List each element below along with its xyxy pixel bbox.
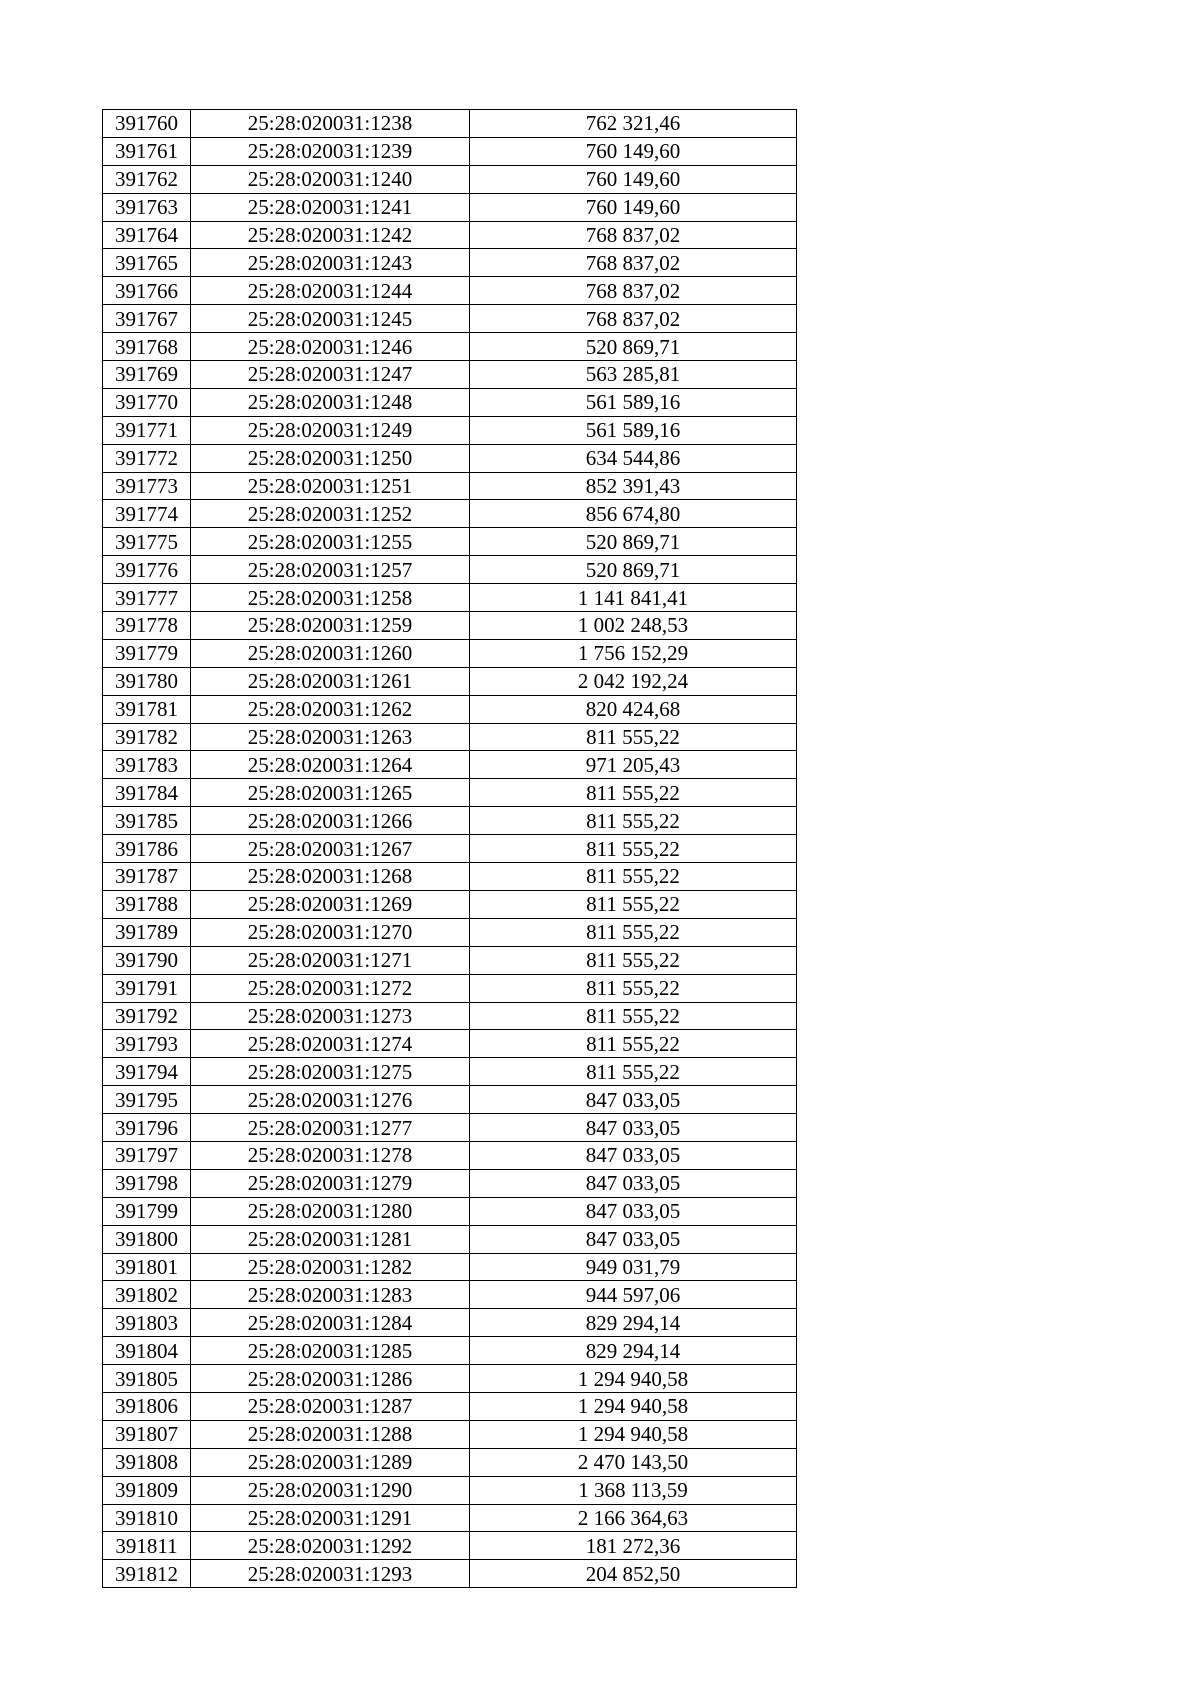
table-row xyxy=(103,863,797,891)
table-row xyxy=(103,416,797,444)
table-row xyxy=(103,835,797,863)
row-number-cell: 391783 xyxy=(103,751,191,779)
table-row xyxy=(103,1086,797,1114)
value-cell: 1 294 940,58 xyxy=(470,1365,797,1393)
table-row xyxy=(103,1448,797,1476)
value-cell: 204 852,50 xyxy=(470,1560,797,1588)
cadastral-number-cell: 25:28:020031:1257 xyxy=(191,556,470,584)
row-number-cell: 391805 xyxy=(103,1365,191,1393)
cadastral-number-cell: 25:28:020031:1241 xyxy=(191,193,470,221)
cadastral-number-cell: 25:28:020031:1262 xyxy=(191,695,470,723)
row-number-cell: 391807 xyxy=(103,1420,191,1448)
row-number-cell: 391799 xyxy=(103,1197,191,1225)
value-cell: 634 544,86 xyxy=(470,444,797,472)
row-number-cell: 391787 xyxy=(103,863,191,891)
row-number-cell: 391771 xyxy=(103,416,191,444)
cadastral-number-cell: 25:28:020031:1244 xyxy=(191,277,470,305)
value-cell: 811 555,22 xyxy=(470,1002,797,1030)
row-number-cell: 391786 xyxy=(103,835,191,863)
cadastral-number-cell: 25:28:020031:1268 xyxy=(191,863,470,891)
value-cell: 1 368 113,59 xyxy=(470,1476,797,1504)
table-row xyxy=(103,918,797,946)
value-cell: 760 149,60 xyxy=(470,165,797,193)
cadastral-number-cell: 25:28:020031:1247 xyxy=(191,361,470,389)
row-number-cell: 391804 xyxy=(103,1337,191,1365)
cadastral-number-cell: 25:28:020031:1290 xyxy=(191,1476,470,1504)
row-number-cell: 391793 xyxy=(103,1030,191,1058)
row-number-cell: 391792 xyxy=(103,1002,191,1030)
table-row xyxy=(103,528,797,556)
table-row xyxy=(103,361,797,389)
table-row xyxy=(103,667,797,695)
table-row xyxy=(103,333,797,361)
row-number-cell: 391765 xyxy=(103,249,191,277)
table-row xyxy=(103,1504,797,1532)
cadastral-number-cell: 25:28:020031:1291 xyxy=(191,1504,470,1532)
cadastral-number-cell: 25:28:020031:1279 xyxy=(191,1169,470,1197)
value-cell: 768 837,02 xyxy=(470,249,797,277)
row-number-cell: 391761 xyxy=(103,137,191,165)
cadastral-number-cell: 25:28:020031:1285 xyxy=(191,1337,470,1365)
row-number-cell: 391779 xyxy=(103,639,191,667)
value-cell: 971 205,43 xyxy=(470,751,797,779)
cadastral-number-cell: 25:28:020031:1266 xyxy=(191,807,470,835)
row-number-cell: 391766 xyxy=(103,277,191,305)
table-row xyxy=(103,723,797,751)
value-cell: 520 869,71 xyxy=(470,528,797,556)
row-number-cell: 391811 xyxy=(103,1532,191,1560)
table-row xyxy=(103,807,797,835)
cadastral-number-cell: 25:28:020031:1246 xyxy=(191,333,470,361)
table-row xyxy=(103,1337,797,1365)
cadastral-number-cell: 25:28:020031:1287 xyxy=(191,1392,470,1420)
cadastral-number-cell: 25:28:020031:1269 xyxy=(191,890,470,918)
table-row xyxy=(103,612,797,640)
value-cell: 811 555,22 xyxy=(470,863,797,891)
value-cell: 811 555,22 xyxy=(470,807,797,835)
value-cell: 1 756 152,29 xyxy=(470,639,797,667)
table-body xyxy=(103,110,797,1588)
value-cell: 847 033,05 xyxy=(470,1225,797,1253)
table-row xyxy=(103,110,797,138)
cadastral-number-cell: 25:28:020031:1276 xyxy=(191,1086,470,1114)
table-row xyxy=(103,1141,797,1169)
cadastral-number-cell: 25:28:020031:1271 xyxy=(191,946,470,974)
value-cell: 811 555,22 xyxy=(470,918,797,946)
row-number-cell: 391790 xyxy=(103,946,191,974)
row-number-cell: 391764 xyxy=(103,221,191,249)
cadastral-number-cell: 25:28:020031:1251 xyxy=(191,472,470,500)
cadastral-number-cell: 25:28:020031:1264 xyxy=(191,751,470,779)
value-cell: 847 033,05 xyxy=(470,1141,797,1169)
row-number-cell: 391796 xyxy=(103,1114,191,1142)
cadastral-number-cell: 25:28:020031:1250 xyxy=(191,444,470,472)
cadastral-number-cell: 25:28:020031:1289 xyxy=(191,1448,470,1476)
row-number-cell: 391781 xyxy=(103,695,191,723)
row-number-cell: 391812 xyxy=(103,1560,191,1588)
value-cell: 2 470 143,50 xyxy=(470,1448,797,1476)
row-number-cell: 391768 xyxy=(103,333,191,361)
row-number-cell: 391785 xyxy=(103,807,191,835)
row-number-cell: 391776 xyxy=(103,556,191,584)
table-row xyxy=(103,639,797,667)
table-row xyxy=(103,890,797,918)
row-number-cell: 391791 xyxy=(103,974,191,1002)
cadastral-number-cell: 25:28:020031:1261 xyxy=(191,667,470,695)
cadastral-number-cell: 25:28:020031:1242 xyxy=(191,221,470,249)
row-number-cell: 391808 xyxy=(103,1448,191,1476)
table-row xyxy=(103,946,797,974)
row-number-cell: 391769 xyxy=(103,361,191,389)
cadastral-number-cell: 25:28:020031:1245 xyxy=(191,305,470,333)
value-cell: 768 837,02 xyxy=(470,221,797,249)
value-cell: 820 424,68 xyxy=(470,695,797,723)
table-row xyxy=(103,1058,797,1086)
value-cell: 760 149,60 xyxy=(470,137,797,165)
cadastral-number-cell: 25:28:020031:1260 xyxy=(191,639,470,667)
value-cell: 1 294 940,58 xyxy=(470,1420,797,1448)
table-row xyxy=(103,1281,797,1309)
row-number-cell: 391797 xyxy=(103,1141,191,1169)
row-number-cell: 391798 xyxy=(103,1169,191,1197)
table-row xyxy=(103,1225,797,1253)
table-row xyxy=(103,695,797,723)
value-cell: 2 042 192,24 xyxy=(470,667,797,695)
table-row xyxy=(103,249,797,277)
table-row xyxy=(103,1002,797,1030)
table-row xyxy=(103,1309,797,1337)
value-cell: 768 837,02 xyxy=(470,277,797,305)
table-row xyxy=(103,751,797,779)
cadastral-number-cell: 25:28:020031:1293 xyxy=(191,1560,470,1588)
cadastral-number-cell: 25:28:020031:1286 xyxy=(191,1365,470,1393)
table-row xyxy=(103,1365,797,1393)
cadastral-number-cell: 25:28:020031:1243 xyxy=(191,249,470,277)
value-cell: 811 555,22 xyxy=(470,835,797,863)
table-row xyxy=(103,500,797,528)
row-number-cell: 391810 xyxy=(103,1504,191,1532)
table-row xyxy=(103,305,797,333)
cadastral-number-cell: 25:28:020031:1249 xyxy=(191,416,470,444)
value-cell: 847 033,05 xyxy=(470,1197,797,1225)
data-table xyxy=(102,109,797,1588)
value-cell: 181 272,36 xyxy=(470,1532,797,1560)
value-cell: 2 166 364,63 xyxy=(470,1504,797,1532)
value-cell: 768 837,02 xyxy=(470,305,797,333)
row-number-cell: 391762 xyxy=(103,165,191,193)
value-cell: 949 031,79 xyxy=(470,1253,797,1281)
row-number-cell: 391809 xyxy=(103,1476,191,1504)
cadastral-number-cell: 25:28:020031:1278 xyxy=(191,1141,470,1169)
cadastral-number-cell: 25:28:020031:1282 xyxy=(191,1253,470,1281)
cadastral-number-cell: 25:28:020031:1248 xyxy=(191,388,470,416)
cadastral-number-cell: 25:28:020031:1275 xyxy=(191,1058,470,1086)
cadastral-number-cell: 25:28:020031:1267 xyxy=(191,835,470,863)
row-number-cell: 391801 xyxy=(103,1253,191,1281)
table-row xyxy=(103,444,797,472)
table-row xyxy=(103,1476,797,1504)
value-cell: 847 033,05 xyxy=(470,1169,797,1197)
table-row xyxy=(103,1560,797,1588)
cadastral-number-cell: 25:28:020031:1255 xyxy=(191,528,470,556)
table-row xyxy=(103,193,797,221)
value-cell: 811 555,22 xyxy=(470,946,797,974)
table-row xyxy=(103,584,797,612)
table-row xyxy=(103,1114,797,1142)
cadastral-number-cell: 25:28:020031:1272 xyxy=(191,974,470,1002)
row-number-cell: 391782 xyxy=(103,723,191,751)
cadastral-number-cell: 25:28:020031:1258 xyxy=(191,584,470,612)
cadastral-number-cell: 25:28:020031:1239 xyxy=(191,137,470,165)
cadastral-number-cell: 25:28:020031:1288 xyxy=(191,1420,470,1448)
cadastral-number-cell: 25:28:020031:1283 xyxy=(191,1281,470,1309)
table-row xyxy=(103,1532,797,1560)
value-cell: 829 294,14 xyxy=(470,1337,797,1365)
table-row xyxy=(103,137,797,165)
cadastral-number-cell: 25:28:020031:1263 xyxy=(191,723,470,751)
row-number-cell: 391773 xyxy=(103,472,191,500)
cadastral-number-cell: 25:28:020031:1259 xyxy=(191,612,470,640)
row-number-cell: 391775 xyxy=(103,528,191,556)
cadastral-number-cell: 25:28:020031:1238 xyxy=(191,110,470,138)
row-number-cell: 391774 xyxy=(103,500,191,528)
value-cell: 561 589,16 xyxy=(470,388,797,416)
cadastral-number-cell: 25:28:020031:1270 xyxy=(191,918,470,946)
row-number-cell: 391788 xyxy=(103,890,191,918)
row-number-cell: 391784 xyxy=(103,779,191,807)
row-number-cell: 391763 xyxy=(103,193,191,221)
value-cell: 1 294 940,58 xyxy=(470,1392,797,1420)
value-cell: 811 555,22 xyxy=(470,723,797,751)
table-row xyxy=(103,1420,797,1448)
table-row xyxy=(103,165,797,193)
value-cell: 811 555,22 xyxy=(470,1030,797,1058)
value-cell: 811 555,22 xyxy=(470,1058,797,1086)
value-cell: 847 033,05 xyxy=(470,1114,797,1142)
value-cell: 1 002 248,53 xyxy=(470,612,797,640)
value-cell: 852 391,43 xyxy=(470,472,797,500)
row-number-cell: 391800 xyxy=(103,1225,191,1253)
cadastral-number-cell: 25:28:020031:1277 xyxy=(191,1114,470,1142)
row-number-cell: 391803 xyxy=(103,1309,191,1337)
row-number-cell: 391777 xyxy=(103,584,191,612)
value-cell: 847 033,05 xyxy=(470,1086,797,1114)
value-cell: 811 555,22 xyxy=(470,890,797,918)
cadastral-number-cell: 25:28:020031:1273 xyxy=(191,1002,470,1030)
row-number-cell: 391772 xyxy=(103,444,191,472)
cadastral-number-cell: 25:28:020031:1292 xyxy=(191,1532,470,1560)
row-number-cell: 391780 xyxy=(103,667,191,695)
table-row xyxy=(103,277,797,305)
cadastral-number-cell: 25:28:020031:1281 xyxy=(191,1225,470,1253)
cadastral-number-cell: 25:28:020031:1265 xyxy=(191,779,470,807)
row-number-cell: 391778 xyxy=(103,612,191,640)
value-cell: 520 869,71 xyxy=(470,333,797,361)
table-row xyxy=(103,1253,797,1281)
value-cell: 762 321,46 xyxy=(470,110,797,138)
value-cell: 829 294,14 xyxy=(470,1309,797,1337)
table-row xyxy=(103,974,797,1002)
table-row xyxy=(103,1030,797,1058)
value-cell: 811 555,22 xyxy=(470,779,797,807)
table-row xyxy=(103,1197,797,1225)
table-row xyxy=(103,388,797,416)
value-cell: 520 869,71 xyxy=(470,556,797,584)
value-cell: 811 555,22 xyxy=(470,974,797,1002)
table-row xyxy=(103,472,797,500)
cadastral-number-cell: 25:28:020031:1240 xyxy=(191,165,470,193)
cadastral-number-cell: 25:28:020031:1280 xyxy=(191,1197,470,1225)
row-number-cell: 391767 xyxy=(103,305,191,333)
row-number-cell: 391760 xyxy=(103,110,191,138)
cadastral-number-cell: 25:28:020031:1274 xyxy=(191,1030,470,1058)
value-cell: 561 589,16 xyxy=(470,416,797,444)
value-cell: 760 149,60 xyxy=(470,193,797,221)
table-row xyxy=(103,1392,797,1420)
row-number-cell: 391789 xyxy=(103,918,191,946)
row-number-cell: 391794 xyxy=(103,1058,191,1086)
value-cell: 563 285,81 xyxy=(470,361,797,389)
cadastral-number-cell: 25:28:020031:1284 xyxy=(191,1309,470,1337)
value-cell: 1 141 841,41 xyxy=(470,584,797,612)
row-number-cell: 391802 xyxy=(103,1281,191,1309)
cadastral-number-cell: 25:28:020031:1252 xyxy=(191,500,470,528)
row-number-cell: 391795 xyxy=(103,1086,191,1114)
value-cell: 856 674,80 xyxy=(470,500,797,528)
row-number-cell: 391770 xyxy=(103,388,191,416)
value-cell: 944 597,06 xyxy=(470,1281,797,1309)
table-row xyxy=(103,1169,797,1197)
table-row xyxy=(103,221,797,249)
table-row xyxy=(103,779,797,807)
row-number-cell: 391806 xyxy=(103,1392,191,1420)
table-row xyxy=(103,556,797,584)
